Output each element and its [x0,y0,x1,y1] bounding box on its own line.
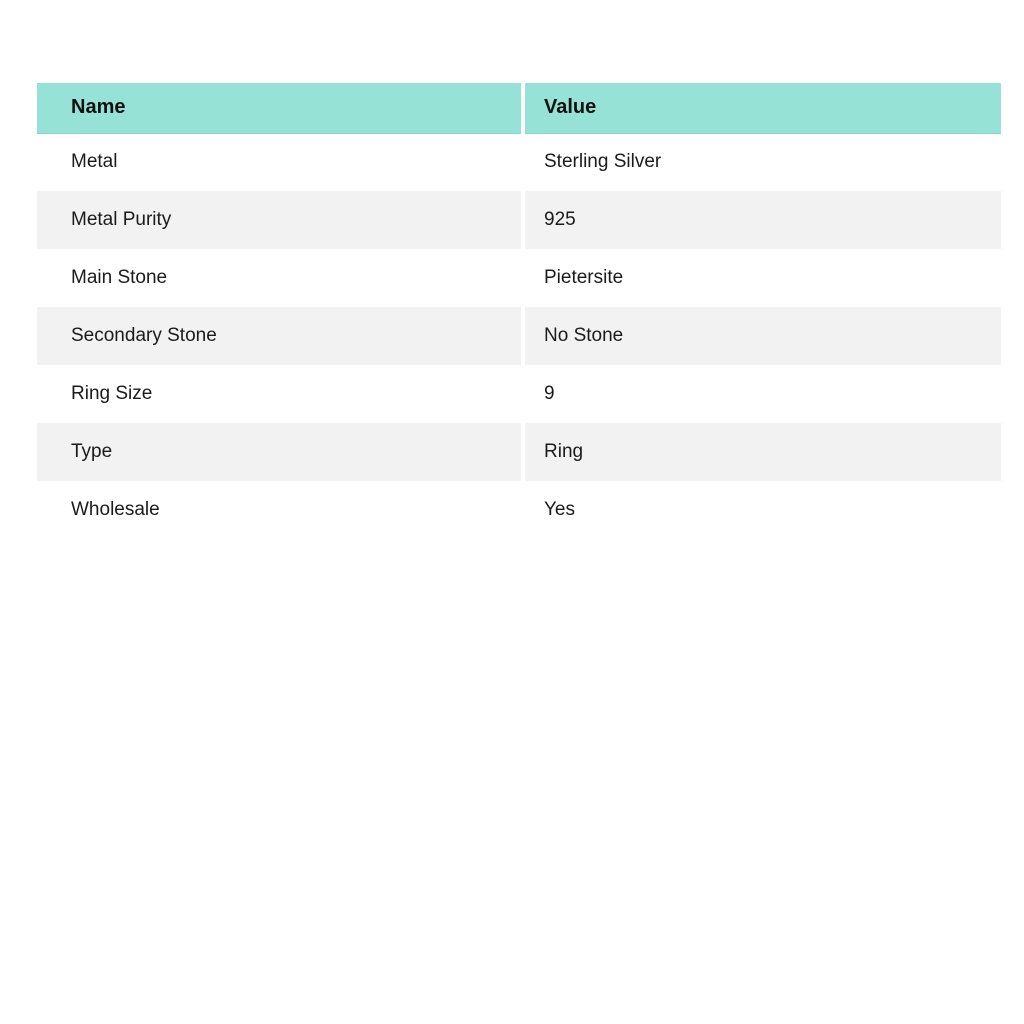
table-row [37,133,1001,191]
attribute-name-cell: Wholesale [37,481,523,539]
attribute-name-cell: Ring Size [37,365,523,423]
attribute-name-cell: Metal Purity [37,191,523,249]
table-body [37,133,1001,539]
attribute-value-cell: 925 [523,191,1001,249]
attribute-value-cell: Sterling Silver [523,133,1001,191]
table-header-row [37,83,1001,133]
attribute-name-cell: Metal [37,133,523,191]
attribute-value-cell: 9 [523,365,1001,423]
attributes-table [37,83,1001,539]
attribute-value-cell: Yes [523,481,1001,539]
attribute-name-cell: Type [37,423,523,481]
table-row [37,191,1001,249]
table-row [37,423,1001,481]
attribute-value-cell: No Stone [523,307,1001,365]
attribute-name-cell: Main Stone [37,249,523,307]
attribute-value-cell: Ring [523,423,1001,481]
attribute-value-cell: Pietersite [523,249,1001,307]
attribute-name-cell: Secondary Stone [37,307,523,365]
table-row [37,365,1001,423]
table-row [37,481,1001,539]
column-header-value: Value [523,83,1001,133]
table-row [37,307,1001,365]
product-attributes-panel [37,83,1001,539]
table-row [37,249,1001,307]
column-header-name: Name [37,83,523,133]
